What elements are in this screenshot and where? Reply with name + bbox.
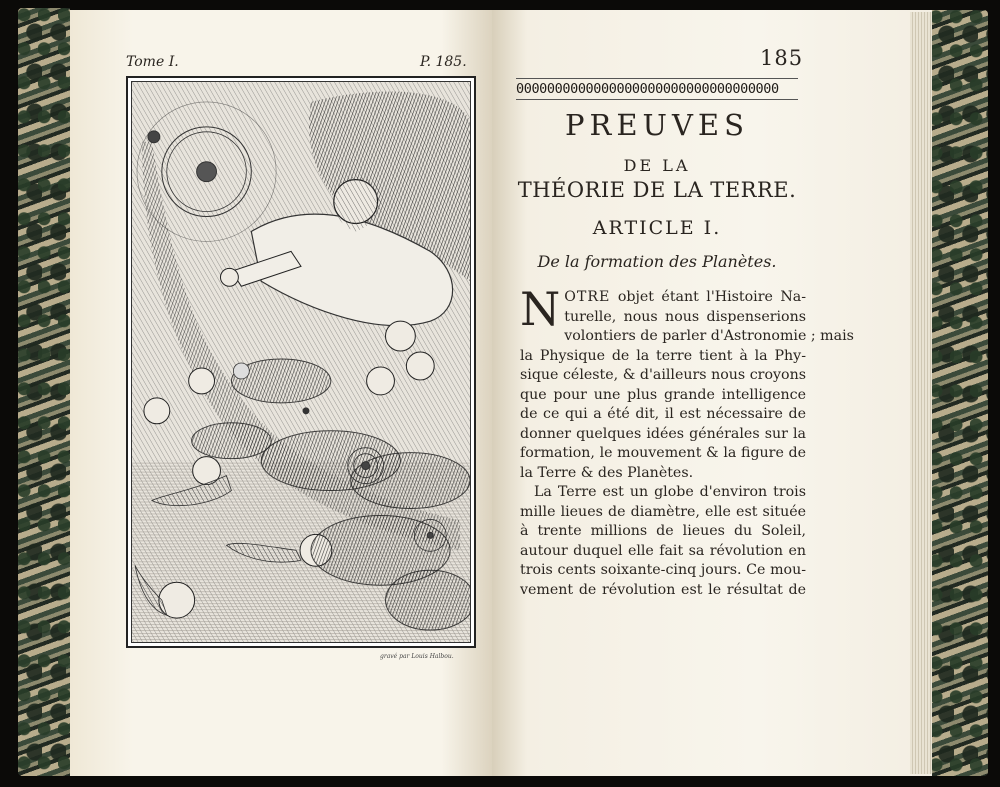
page-number: 185 xyxy=(760,46,804,70)
title-preuves: PREUVES xyxy=(565,108,749,142)
header-tome: Tome I. xyxy=(126,54,179,70)
marbled-edge-left xyxy=(18,8,70,776)
text-line: que pour une plus grande intelligence xyxy=(520,386,806,403)
page-stack-edge xyxy=(910,12,932,774)
engraving-illustration xyxy=(131,81,471,643)
text-line: trois cents soixante-cinq jours. Ce mou- xyxy=(520,562,806,578)
engraver-caption: gravé par Louis Halbou. xyxy=(380,653,454,660)
article-heading: ARTICLE I. xyxy=(592,217,722,239)
text-line: formation, le mouvement & la figure de xyxy=(520,445,806,461)
text-line: La Terre est un globe d'environ trois xyxy=(534,484,806,500)
text-line: à trente millions de lieues du Soleil, xyxy=(520,523,806,539)
text-line: mille lieues de diamètre, elle est située xyxy=(520,503,806,520)
text-line: donner quelques idées générales sur la xyxy=(520,425,806,442)
text-line: la Terre & des Planètes. xyxy=(520,464,694,481)
title-theorie: THÉORIE DE LA TERRE. xyxy=(517,178,797,202)
body-text xyxy=(520,282,854,600)
text-line: autour duquel elle fait sa révolution en xyxy=(520,542,806,559)
text-line: de ce qui a été dit, il est nécessaire de xyxy=(520,406,806,422)
text-line: vement de révolution est le résultat de xyxy=(520,581,806,598)
text-line: la Physique de la terre tient à la Phy- xyxy=(520,347,806,364)
header-plate-page: P. 185. xyxy=(420,54,467,70)
title-de-la: DE LA xyxy=(623,156,691,175)
text-line: sique céleste, & d'ailleurs nous croyons xyxy=(520,367,806,383)
article-subtitle: De la formation des Planètes. xyxy=(537,252,777,271)
smallcaps-word: OTRE xyxy=(564,289,611,305)
engraving-svg xyxy=(132,82,470,642)
engraving-plate xyxy=(126,76,476,648)
text-line: volontiers de parler d'Astronomie ; mais xyxy=(564,328,854,344)
drop-cap: N xyxy=(520,282,561,336)
left-page xyxy=(70,10,492,776)
ornament-band: 0000000000000000000000000000000000 xyxy=(516,78,798,100)
text-line: OTRE objet étant l'Histoire Na- xyxy=(564,289,806,305)
text-line: turelle, nous nous dispenserions xyxy=(564,308,806,325)
marbled-edge-right xyxy=(930,10,988,776)
right-page xyxy=(492,10,932,776)
